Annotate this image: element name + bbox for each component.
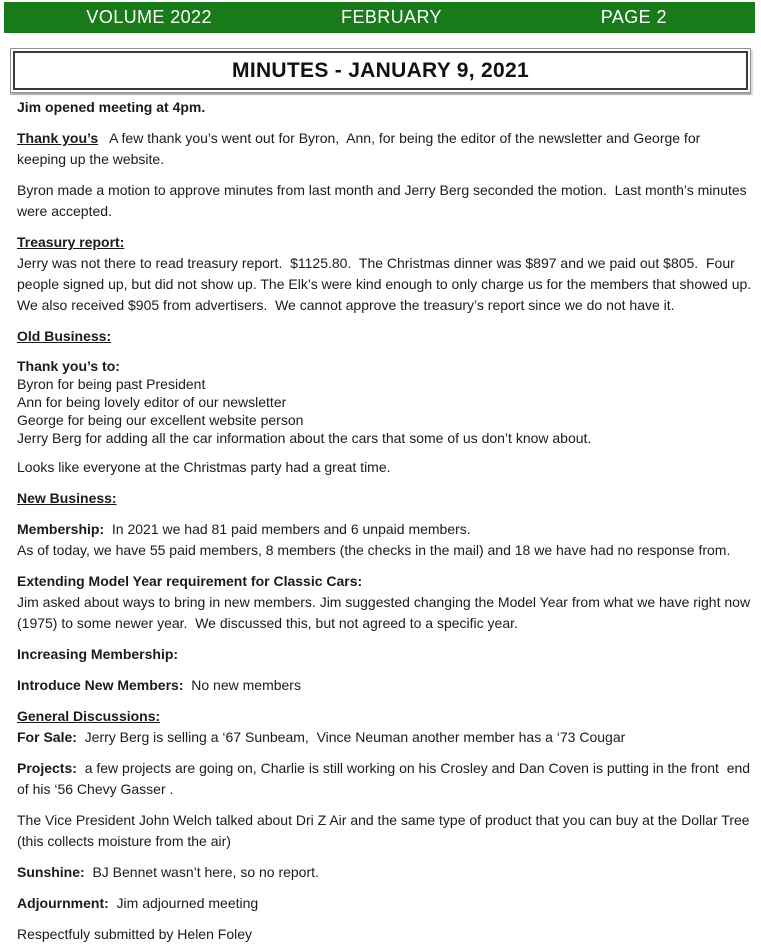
text-line	[17, 488, 755, 509]
text-line	[17, 411, 755, 429]
text-line	[17, 540, 755, 561]
text-run: BJ Bennet wasn’t here, so no report.	[84, 864, 319, 880]
text-line	[17, 893, 755, 914]
text-run: Byron for being past President	[17, 376, 206, 392]
text-run: of his ‘56 Chevy Gasser .	[17, 781, 174, 797]
text-run: In 2021 we had 81 paid members and 6 unpaid members.	[104, 521, 471, 537]
text-line	[17, 128, 755, 149]
text-line	[17, 149, 755, 170]
text-run: The Vice President John Welch talked about Dri Z Air and the same type of product that you can buy at the Dollar Tree	[17, 812, 750, 828]
text-line	[17, 180, 755, 201]
text-run: Thank you’s to:	[17, 358, 120, 374]
text-run: people signed up, but did not show up. The Elk’s were kind enough to only charge us for the members that showed up.	[17, 276, 752, 292]
text-line	[17, 924, 755, 945]
paragraph	[17, 253, 755, 316]
text-line	[17, 862, 755, 883]
text-run: a few projects are going on, Charlie is still working on his Crosley and Dan Coven is putting in the front end	[76, 760, 751, 776]
text-run: Old Business:	[17, 328, 112, 344]
paragraph	[17, 644, 755, 665]
text-line	[17, 706, 755, 727]
paragraph	[17, 893, 755, 914]
text-run: Increasing Membership:	[17, 646, 179, 662]
text-run: Jerry Berg is selling a ‘67 Sunbeam, Vince Neuman another member has a ‘73 Cougar	[76, 729, 626, 745]
text-run: A few thank you’s went out for Byron, Ann, for being the editor of the newsletter and George for	[98, 130, 701, 146]
text-line	[17, 758, 755, 779]
text-run: Ann for being lovely editor of our newsletter	[17, 394, 287, 410]
month-label: FEBRUARY	[341, 7, 442, 27]
paragraph	[17, 128, 755, 170]
text-run: (this collects moisture from the air)	[17, 833, 231, 849]
paragraph	[17, 862, 755, 883]
text-run: Looks like everyone at the Christmas party had a great time.	[17, 459, 391, 475]
paragraph	[17, 180, 755, 222]
text-run: Sunshine:	[17, 864, 85, 880]
page-number-label: PAGE 2	[600, 7, 667, 27]
text-run: General Discussions:	[17, 708, 161, 724]
text-run: Jerry was not there to read treasury report. $1125.80. The Christmas dinner was $897 and we paid out $805. Four	[17, 255, 735, 271]
text-line	[17, 613, 755, 634]
text-line	[17, 779, 755, 800]
text-run: No new members	[183, 677, 301, 693]
text-run: For Sale:	[17, 729, 77, 745]
volume-label: VOLUME 2022	[86, 7, 212, 27]
paragraph	[17, 97, 755, 118]
text-line	[17, 831, 755, 852]
document-body	[17, 97, 755, 945]
paragraph	[17, 488, 755, 509]
text-run: As of today, we have 55 paid members, 8 members (the checks in the mail) and 18 we have had no response from.	[17, 542, 731, 558]
text-run: Projects:	[17, 760, 77, 776]
text-line	[17, 97, 755, 118]
text-run: Jim asked about ways to bring in new members. Jim suggested changing the Model Year from what we have right now	[17, 594, 751, 610]
paragraph	[17, 706, 755, 748]
text-run: Extending Model Year requirement for Classic Cars:	[17, 573, 363, 589]
text-line	[17, 274, 755, 295]
text-line	[17, 232, 755, 253]
text-line	[17, 326, 755, 347]
paragraph	[17, 457, 755, 478]
text-line	[17, 727, 755, 748]
text-run: Membership:	[17, 521, 105, 537]
text-run: Introduce New Members:	[17, 677, 184, 693]
paragraph	[17, 232, 755, 253]
text-line	[17, 675, 755, 696]
paragraph	[17, 357, 755, 447]
text-line	[17, 375, 755, 393]
text-run: Treasury report:	[17, 234, 125, 250]
text-run: (1975) to some newer year. We discussed this, but not agreed to a specific year.	[17, 615, 518, 631]
text-run: were accepted.	[17, 203, 112, 219]
text-line	[17, 201, 755, 222]
text-run: New Business:	[17, 490, 117, 506]
paragraph	[17, 326, 755, 347]
text-line	[17, 644, 755, 665]
paragraph	[17, 924, 755, 945]
header-bar	[4, 2, 755, 33]
text-line	[17, 810, 755, 831]
text-run: Thank you’s	[17, 130, 99, 146]
text-run: Byron made a motion to approve minutes from last month and Jerry Berg seconded the motion. Last month’s minutes	[17, 182, 747, 198]
paragraph	[17, 675, 755, 696]
text-line	[17, 571, 755, 592]
paragraph	[17, 519, 755, 561]
text-run: George for being our excellent website person	[17, 412, 304, 428]
text-line	[17, 253, 755, 274]
text-line	[17, 429, 755, 447]
paragraph	[17, 810, 755, 852]
text-run: Respectfuly submitted by Helen Foley	[17, 926, 252, 942]
title-box-inner-border	[13, 51, 748, 90]
paragraph	[17, 758, 755, 800]
text-line	[17, 519, 755, 540]
text-line	[17, 393, 755, 411]
text-line	[17, 295, 755, 316]
text-run: We also received $905 from advertisers. We cannot approve the treasury’s report since we do not have it.	[17, 297, 675, 313]
text-run: Adjournment:	[17, 895, 109, 911]
text-run: Jerry Berg for adding all the car information about the cars that some of us don’t know about.	[17, 430, 592, 446]
paragraph	[17, 571, 755, 634]
text-line	[17, 592, 755, 613]
page-title: MINUTES - JANUARY 9, 2021	[232, 58, 529, 82]
title-box	[10, 48, 751, 93]
text-line	[17, 457, 755, 478]
text-run: Jim adjourned meeting	[108, 895, 259, 911]
text-run: keeping up the website.	[17, 151, 165, 167]
text-run: Jim opened meeting at 4pm.	[17, 99, 206, 115]
text-line	[17, 357, 755, 375]
